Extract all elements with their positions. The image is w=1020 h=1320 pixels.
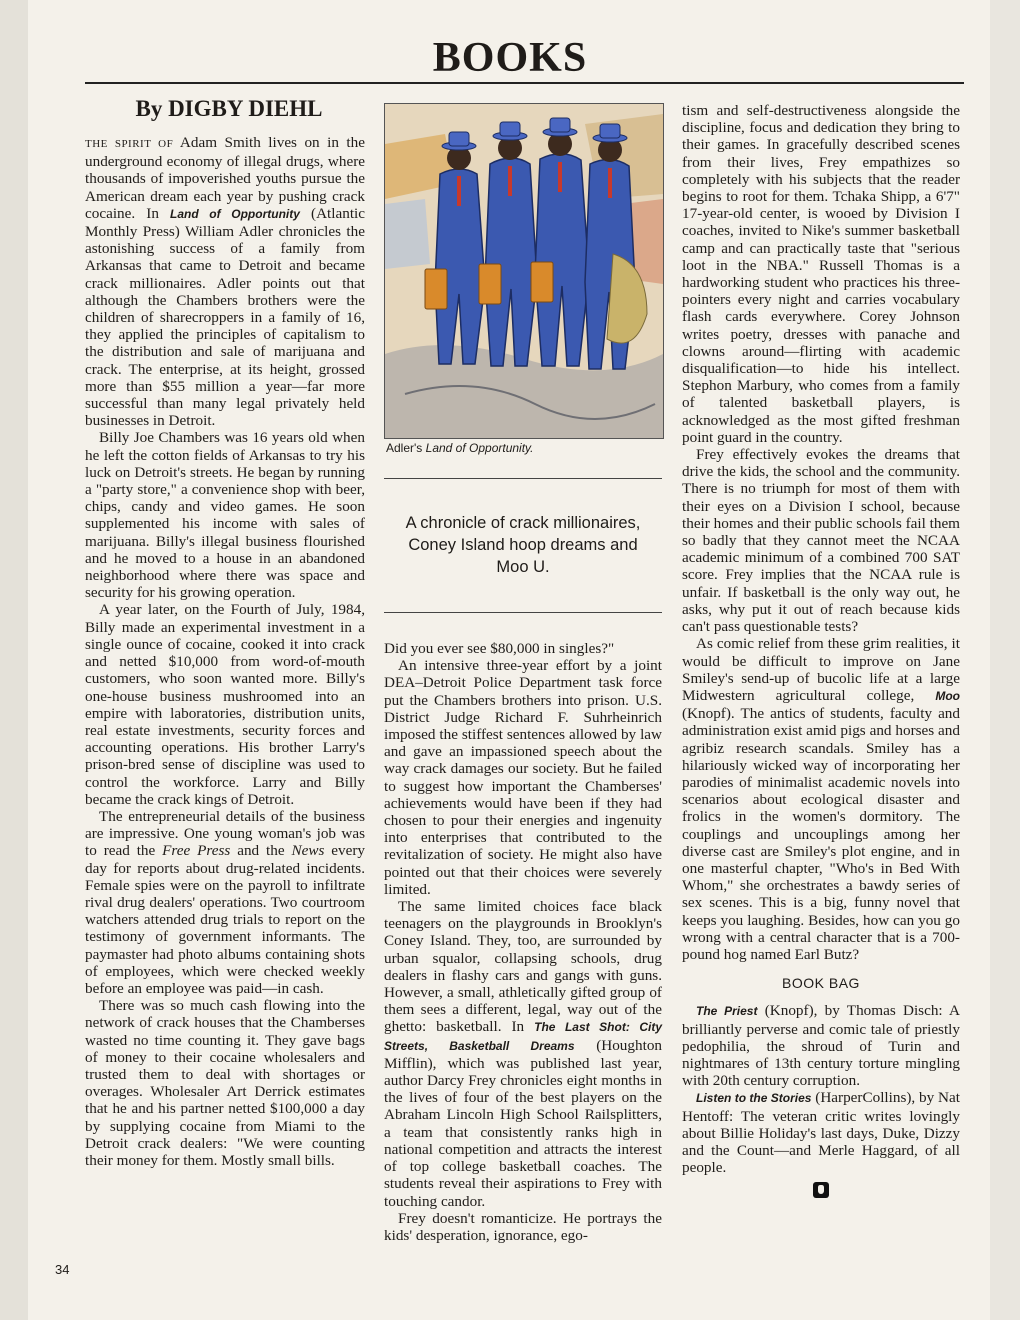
book-title: The Last Shot: City Streets, Basketball Dreams	[384, 1020, 662, 1053]
paragraph: Frey doesn't romanticize. He portrays the kids' desperation, ignorance, ego-	[384, 1209, 662, 1244]
column-3	[682, 102, 960, 1198]
byline: By DIGBY DIEHL	[135, 96, 323, 121]
book-title: Moo	[935, 688, 960, 703]
book-title: The Priest	[696, 1004, 758, 1019]
publication-name: News	[291, 842, 325, 860]
paragraph: Frey effectively evokes the dreams that drive the kids, the school and the community. There is no triumph for most of them with their eyes on a Division I school, because their homes and their public schools fail them so badly that they cannot meet the NCAA academic minimum of a combined 700 SAT score. Frey implies that the NCAA rule is unfair. If basketball is the only way out, he asks, why put it out of reach because kids can't pass questionable tests?	[682, 446, 960, 636]
column-1	[85, 134, 365, 1169]
lead-in: THE SPIRIT OF	[85, 138, 174, 150]
paragraph: Did you ever see $80,000 in singles?"	[384, 640, 615, 657]
paragraph: THE SPIRIT OF Adam Smith lives on in the underground economy of illegal drugs, where thousands of impoverished youths pursue the American dream each year by pushing crack cocaine. In Land of Opportunity (Atlantic Monthly Press) William Adler chronicles the astonishing success of a family from Arkansas that came to Detroit and became crack millionaires. Adler points out that although the Chambers brothers were the children of sharecroppers in a family of 16, they applied the principles of capitalism to the distribution and sale of marijuana and crack. The enterprise, at its height, grossed more than $55 million a year—far more successful than many legal privately held businesses in Detroit.	[85, 134, 365, 430]
image-caption: Adler's Land of Opportunity.	[386, 441, 534, 455]
book-bag-entry: The Priest (Knopf), by Thomas Disch: A brilliantly perverse and comic tale of priestly pedophilia, the shroud of Turin and nightmares of 13th century torture mingling with 20th century corruption.	[682, 1002, 960, 1090]
pull-quote: A chronicle of crack millionaires, Coney Island hoop dreams and Moo U.	[405, 514, 641, 576]
publication-name: Free Press	[162, 842, 231, 860]
book-bag-entry: Listen to the Stories (HarperCollins), by Nat Hentoff: The veteran critic writes lovingly about Billie Holiday's last days, Duke, Dizzy and the Count—and Merle Haggard, of all people.	[682, 1089, 960, 1177]
paragraph: tism and self-destructiveness alongside the discipline, focus and dedication they bring to their games. In gracefully described scenes from their lives, Frey empathizes so completely with his subjects that the reader begins to root for them. Tchaka Shipp, a 6'7" 17-year-old center, is wooed by Division I coaches, invited to Nike's summer basketball camp and can practically taste that "serious loot in the NBA." Russell Thomas is a hardworking student who practices his three-pointers every night and carries vocabulary flash cards everywhere. Corey Johnson writes poetry, dresses with panache and clowns around—flirting with academic disqualification—to hide his intellect. Stephon Marbury, who comes from a family of talented basketball players, is acknowledged as the most gifted freshman point guard in the country.	[682, 102, 960, 446]
paragraph: Billy Joe Chambers was 16 years old when he left the cotton fields of Arkansas to try his luck on Detroit's streets. He began by running a "party store," a convenience shop with beer, chips, candy and video games. He soon supplemented his income with sales of marijuana. Billy's illegal business flourished and he moved to a house in an abandoned neighborhood where there was space and security for his growing operation.	[85, 429, 365, 602]
rabbit-head-icon	[813, 1182, 829, 1198]
book-title: Land of Opportunity	[170, 206, 300, 221]
paragraph: The same limited choices face black teenagers on the playgrounds in Brooklyn's Coney Island. They, too, are surrounded by urban squalor, collapsing schools, drug dealers in flashy cars and gangs with guns. However, a small, athletically gifted group of them sees a different, legal, way out of the ghetto: basketball. In The Last Shot: City Streets, Basketball Dreams (Houghton Mifflin), which was published last year, author Darcy Frey chronicles eight months in the lives of four of the best players on the Abraham Lincoln High School Railsplitters, a team that consistently ranks high in national competition and attracts the interest of top college basketball coaches. The students reveal their aspirations to Frey with touching candor.	[384, 898, 663, 1210]
paragraph: The entrepreneurial details of the business are impressive. One young woman's job was to read the Free Press and the News every day for reports about drug-related incidents. Female spies were on the payroll to infiltrate rival drug dealers' operations. Two courtroom watchers attended drug trials to report on the testimony of government informants. The paymaster had photo albums containing shots of employees, which were checked weekly before an employee was paid—in cash.	[85, 807, 365, 997]
book-bag-heading: BOOK BAG	[782, 975, 860, 992]
illustration	[384, 103, 664, 439]
page-gutter	[0, 0, 28, 1320]
paragraph: A year later, on the Fourth of July, 1984, Billy made an experimental investment in a single ounce of cocaine, cooked it into crack and netted $10,000 from word-of-mouth customers, who soon wanted more. Billy's one-house business mushroomed into an empire with laboratories, distribution units, real estate investments, security forces and accounting operations. His brother Larry's prison-bred sense of discipline was used to control the workforce. Larry and Billy became the crack kings of Detroit.	[85, 601, 365, 808]
paragraph: As comic relief from these grim realities, it would be difficult to improve on Jane Smiley's send-up of bucolic life at a large Midwestern agricultural college, Moo (Knopf). The antics of students, faculty and administration exist amid pigs and horses and agribiz research scandals. Smiley has a hilariously wicked way of incorporating her parodies of minimalist academic novels into scenarios about ecological disaster and frolics in the women's dormitory. The couplings and uncouplings among her diverse cast are Smiley's plot engine, and in one masterful chapter, "Who's in Bed With Whom," she orchestrates a bawdy series of sex scenes. This is a big, funny novel that keeps you laughing. Besides, how can you go wrong with a central character that is a 700-pound hog named Earl Butz?	[682, 635, 960, 963]
page-number: 34	[55, 1262, 70, 1277]
book-title: Listen to the Stories	[696, 1091, 812, 1106]
section-title: BOOKS	[432, 35, 588, 81]
header-rule	[85, 82, 964, 84]
paragraph: An intensive three-year effort by a joint DEA–Detroit Police Department task force put the Chambers brothers into prison. U.S. District Judge Richard F. Suhrheinrich imposed the stiffest sentences allowed by law and gave an impassioned speech about the way crack damages our society. But he failed to suggest how important the Chamberses' achievements would have been if they had chosen to pour their energies and ingenuity into enterprises that contributed to the revitalization of society. He might also have pointed out that their choices were severely limited.	[384, 657, 662, 898]
four-men-in-suits-image	[385, 104, 663, 438]
column-2	[384, 640, 662, 1244]
paragraph: There was so much cash flowing into the network of crack houses that the Chamberses wasted no time counting it. They gave bags of money to their cocaine wholesalers and trusted them to deal with shortages or overages. Wholesaler Art Derrick estimates that he and his partner netted $100,000 a day by supplying cocaine from Miami to the Detroit crack dealers: "We were counting their money for them. Mostly small bills.	[85, 997, 365, 1169]
pullquote-rule-bottom	[384, 612, 662, 613]
pullquote-rule-top	[384, 478, 662, 479]
